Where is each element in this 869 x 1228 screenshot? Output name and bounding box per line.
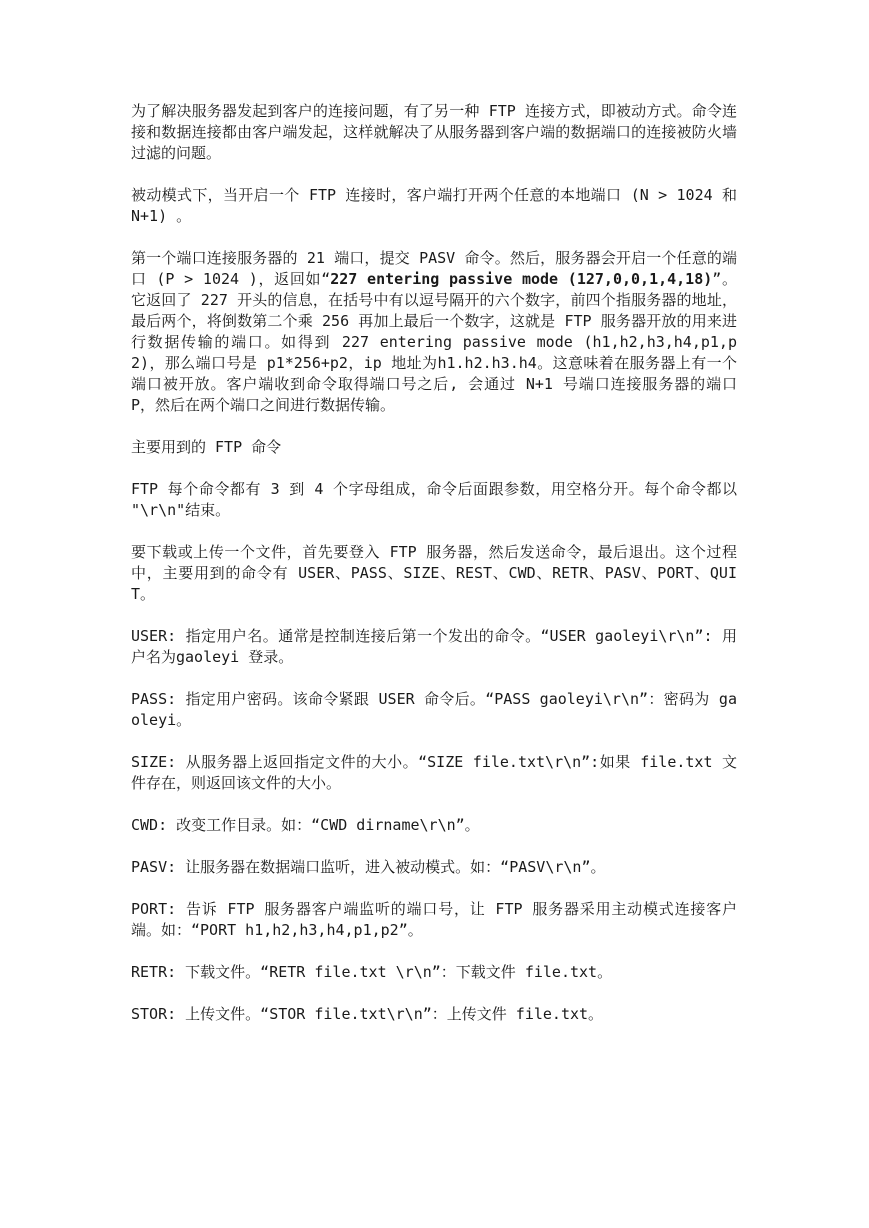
paragraph-text: 要下载或上传一个文件，首先要登入 FTP 服务器，然后发送命令，最后退出。这个过程中，主要用到的命令有 USER、PASS、SIZE、REST、CWD、RETR、PASV、PORT、QUIT。 [131,543,737,603]
heading-text: 主要用到的 FTP 命令 [131,438,282,456]
paragraph-text: 为了解决服务器发起到客户的连接问题，有了另一种 FTP 连接方式，即被动方式。命令连接和数据连接都由客户端发起，这样就解决了从服务器到客户端的数据端口的连接被防火墙过滤的问题。 [131,102,737,162]
command-user [131,626,737,668]
paragraph-text: 第一个端口连接服务器的 21 端口，提交 PASV 命令。然后，服务器会开启一个任意的端口 (P > 1024 )，返回如“ [131,249,737,288]
command-size [131,752,737,794]
command-cwd [131,815,737,836]
command-pasv [131,857,737,878]
paragraph-command-list [131,542,737,605]
paragraph-command-format [131,479,737,521]
paragraph-text: SIZE: 从服务器上返回指定文件的大小。“SIZE file.txt\r\n”:如果 file.txt 文件存在，则返回该文件的大小。 [131,753,737,792]
paragraph-passive-mode-intro [131,101,737,164]
document-body [131,101,737,1046]
paragraph-text: CWD: 改变工作目录。如：“CWD dirname\r\n”。 [131,816,480,834]
paragraph-pasv-explanation [131,248,737,416]
paragraph-text: PORT: 告诉 FTP 服务器客户端监听的端口号，让 FTP 服务器采用主动模式连接客户端。如：“PORT h1,h2,h3,h4,p1,p2”。 [131,900,737,939]
paragraph-text: PASV: 让服务器在数据端口监听，进入被动模式。如：“PASV\r\n”。 [131,858,606,876]
paragraph-text: ”。 它返回了 227 开头的信息，在括号中有以逗号隔开的六个数字，前四个指服务器的地址，最后两个，将倒数第二个乘 256 再加上最后一个数字，这就是 FTP 服务器开放的用来进行数据传输的端口。如得到 227 entering passive mode (h1,h2,h3,h4,p1,p2)，那么端口号是 p1*256+p2，ip 地址为h1.h2.h3.h4。这意味着在服务器上有一个端口被开放。客户端收到命令取得端口号之后, 会通过 N+1 号端口连接服务器的端口 P，然后在两个端口之间进行数据传输。 [131,270,737,414]
section-heading-ftp-commands [131,437,737,458]
command-port [131,899,737,941]
pasv-response-example: 227 entering passive mode (127,0,0,1,4,18) [330,270,713,288]
paragraph-text: STOR: 上传文件。“STOR file.txt\r\n”：上传文件 file.txt。 [131,1005,604,1023]
paragraph-text: 被动模式下，当开启一个 FTP 连接时，客户端打开两个任意的本地端口 (N > 1024 和 N+1) 。 [131,186,737,225]
paragraph-text: RETR: 下载文件。“RETR file.txt \r\n”：下载文件 file.txt。 [131,963,613,981]
paragraph-text: USER: 指定用户名。通常是控制连接后第一个发出的命令。“USER gaoleyi\r\n”: 用户名为gaoleyi 登录。 [131,627,737,666]
command-pass [131,689,737,731]
command-retr [131,962,737,983]
command-stor [131,1004,737,1025]
paragraph-passive-mode-ports [131,185,737,227]
paragraph-text: FTP 每个命令都有 3 到 4 个字母组成，命令后面跟参数，用空格分开。每个命令都以 "\r\n"结束。 [131,480,737,519]
paragraph-text: PASS: 指定用户密码。该命令紧跟 USER 命令后。“PASS gaoleyi\r\n”：密码为 gaoleyi。 [131,690,737,729]
